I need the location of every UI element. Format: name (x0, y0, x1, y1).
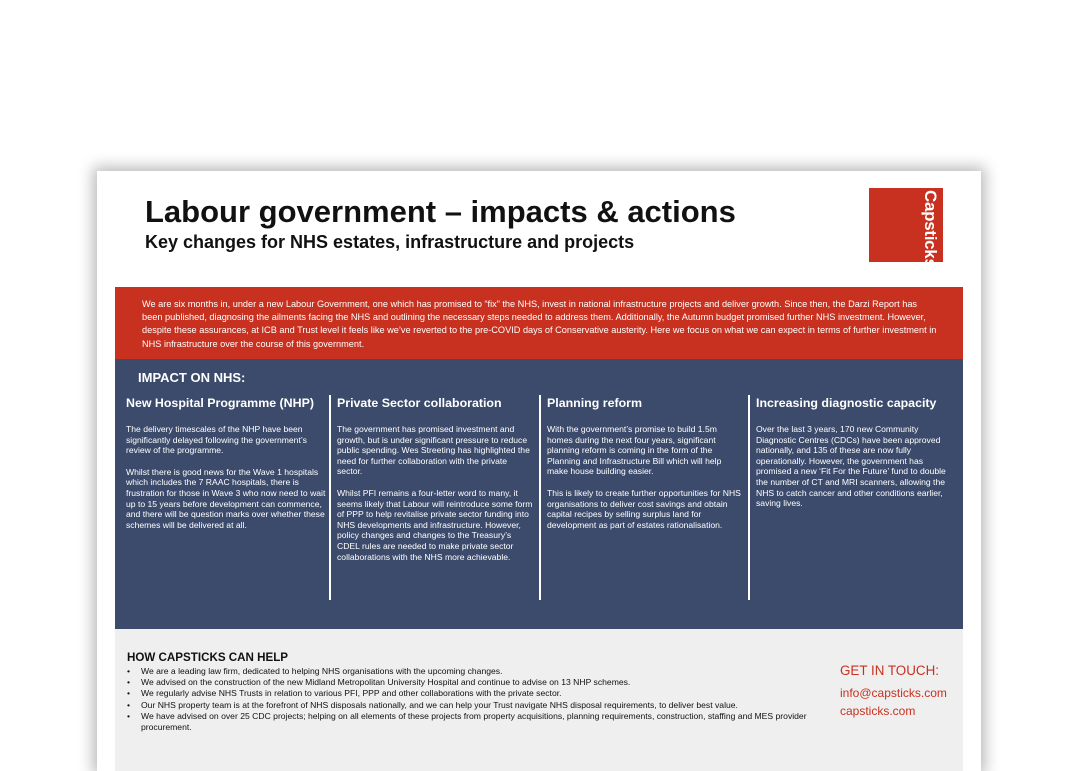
list-item-text: Our NHS property team is at the forefront of NHS disposals nationally, and we can help your Trust navigate NHS disposal requirements, to deliver best value. (141, 699, 738, 710)
column-body (756, 424, 956, 509)
impact-column-nhp (126, 396, 326, 541)
list-item (127, 711, 817, 733)
impact-section (115, 359, 963, 629)
impact-column-private-sector (337, 396, 533, 573)
column-body (126, 424, 326, 530)
impact-heading: IMPACT ON NHS: (138, 370, 246, 385)
column-paragraph: Whilst there is good news for the Wave 1 hospitals which includes the 7 RAAC hospitals, there is frustration for those in Wave 3 who now need to wait up to 15 years before development can commence, and there will be question marks over whether these schemes will be delivered at all. (126, 466, 326, 530)
logo-text: Capsticks (921, 190, 940, 268)
bullet: • (127, 699, 131, 710)
capsticks-logo (869, 188, 943, 268)
bullet: • (127, 666, 131, 676)
list-item (127, 666, 817, 677)
list-item (127, 700, 817, 711)
list-item-text: We advised on the construction of the new Midland Metropolitan University Hospital and continue to advise on 13 NHP schemes. (141, 677, 631, 688)
column-title: Planning reform (547, 396, 643, 410)
document-subtitle: Key changes for NHS estates, infrastructure and projects (145, 232, 635, 252)
document-title: Labour government – impacts & actions (145, 194, 736, 229)
intro-banner (115, 287, 963, 359)
column-divider (748, 395, 750, 600)
contact-website-link[interactable]: capsticks.com (840, 704, 916, 718)
contact-email-link[interactable]: info@capsticks.com (840, 686, 947, 700)
list-item-text: We regularly advise NHS Trusts in relation to various PFI, PPP and other collaborations with the private sector. (141, 688, 562, 699)
column-title: Private Sector collaboration (337, 396, 502, 410)
bullet: • (127, 677, 131, 688)
bullet: • (127, 710, 131, 721)
help-section (115, 629, 963, 771)
bullet: • (127, 688, 131, 699)
column-title: New Hospital Programme (NHP) (126, 396, 314, 410)
list-item (127, 688, 817, 699)
list-item-text: We are a leading law firm, dedicated to helping NHS organisations with the upcoming changes. (141, 666, 503, 676)
column-divider (329, 395, 331, 600)
impact-column-diagnostics (756, 396, 956, 520)
intro-text: We are six months in, under a new Labour Government, one which has promised to “fix” the NHS, invest in national infrastructure projects and deliver growth. Since then, the Darzi Report has been published, diagnosing the ailments facing the NHS and outlining the necessary steps needed to address them. Additionally, the Autumn budget promised further NHS investment. However, despite these assurances, at ICB and Trust level it feels like we’ve reverted to the pre-COVID days of Conservative austerity. Here we focus on what we can expect in terms of further investment in NHS infrastructure over the course of this government. (142, 299, 937, 349)
help-list (127, 666, 817, 733)
contact-block (840, 663, 947, 720)
column-paragraph: Whilst PFI remains a four-letter word to many, it seems likely that Labour will reintroduce some form of PPP to help revitalise private sector funding into NHS developments and infrastructure. However, policy changes and changes to the Treasury’s CDEL rules are needed to make private sector collaborations with the NHS more achievable. (337, 487, 533, 562)
contact-heading: GET IN TOUCH: (840, 663, 939, 678)
impact-column-planning (547, 396, 743, 541)
column-paragraph: The delivery timescales of the NHP have been significantly delayed following the government’s review of the programme. (126, 424, 307, 456)
column-paragraph: Over the last 3 years, 170 new Community Diagnostic Centres (CDCs) have been approved nationally, and 135 of these are now fully operationally. However, the government has promised a new ‘Fit For the Future’ fund to double the number of CT and MRI scanners, allowing the NHS to catch cancer and other conditions earlier, saving lives. (756, 424, 946, 509)
column-title: Increasing diagnostic capacity (756, 396, 937, 410)
column-divider (539, 395, 541, 600)
column-body (337, 424, 533, 562)
list-item (127, 677, 817, 688)
column-paragraph: With the government’s promise to build 1.5m homes during the next four years, significant planning reform is coming in the form of the Planning and Infrastructure Bill which will help make house building easier. (547, 424, 722, 477)
help-heading: HOW CAPSTICKS CAN HELP (127, 651, 289, 664)
list-item-text: We have advised on over 25 CDC projects; helping on all elements of these projects from property acquisitions, planning requirements, construction, staffing and MES provider procurement. (141, 710, 807, 733)
document-page (97, 171, 981, 771)
column-body (547, 424, 743, 530)
column-paragraph: The government has promised investment and growth, but is under significant pressure to reduce public spending. Wes Streeting has highlighted the need for further collaboration with the private sector. (337, 424, 530, 477)
column-paragraph: This is likely to create further opportunities for NHS organisations to deliver cost savings and obtain capital recipes by selling surplus land for development as part of estates rationalisation. (547, 487, 741, 530)
